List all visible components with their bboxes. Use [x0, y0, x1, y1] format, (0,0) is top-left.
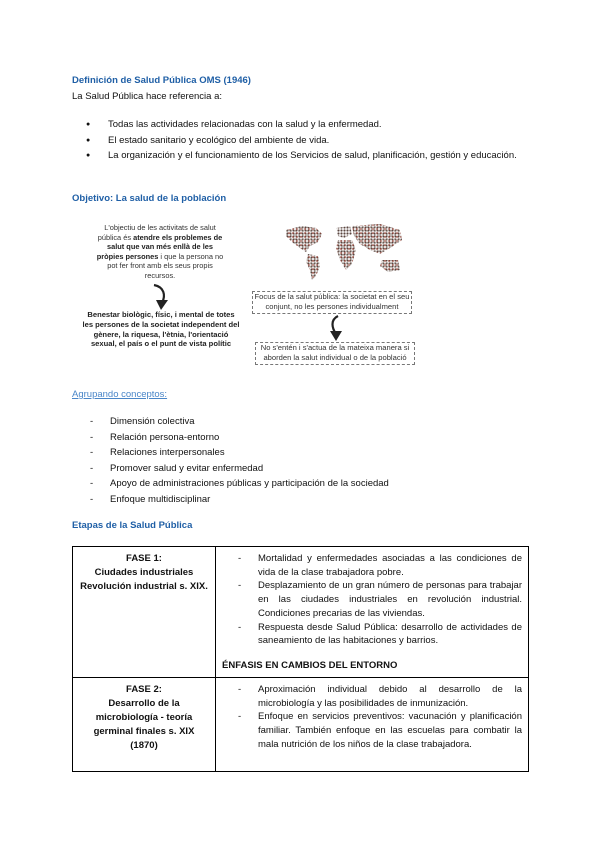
list-item: - Respuesta desde Salud Pública: desarrollo de actividades de saneamiento de las habitaciones y barrios.: [222, 621, 522, 648]
phase-description-cell: [216, 677, 529, 771]
list-item: ● El estado sanitario y ecológico del ambiente de vida.: [86, 133, 536, 149]
concepts-list: [90, 414, 389, 508]
phase-emphasis: ÉNFASIS EN CAMBIOS DEL ENTORNO: [222, 659, 398, 671]
list-item: - Mortalidad y enfermedades asociadas a las condiciones de vida de la clase trabajadora pobre.: [222, 552, 522, 579]
list-item: - Dimensión colectiva: [90, 414, 389, 430]
down-arrow-icon: [150, 283, 174, 311]
phase-description-cell: [216, 547, 529, 678]
stages-table: [72, 546, 529, 772]
table-row: [73, 547, 529, 678]
stages-heading: Etapas de la Salud Pública: [72, 520, 193, 531]
definition-bullet-list: [86, 117, 536, 164]
phase-title-cell: FASE 2: Desarrollo de la microbiología - teoría germinal finales s. XIX (1870): [73, 677, 216, 771]
list-item: ● La organización y el funcionamiento de los Servicios de salud, planificación, gestión y educación.: [86, 148, 536, 164]
list-item: - Relación persona-entorno: [90, 430, 389, 446]
phase-title-cell: FASE 1: Ciudades industriales Revolución industrial s. XIX.: [73, 547, 216, 678]
list-item: - Promover salud y evitar enfermedad: [90, 461, 389, 477]
definition-heading: Definición de Salud Pública OMS (1946): [72, 75, 251, 86]
approach-box: No s'entén i s'actua de la mateixa manera si aborden la salut individual o de la població: [255, 342, 415, 365]
focus-box: Focus de la salut pública: la societat en el seu conjunt, no les persones individualment: [252, 291, 412, 314]
objective-heading: Objetivo: La salud de la población: [72, 193, 227, 204]
world-map-image: [280, 220, 410, 284]
list-item: - Relaciones interpersonales: [90, 445, 389, 461]
grouping-heading: Agrupando conceptos:: [72, 389, 168, 400]
definition-intro: La Salud Pública hace referencia a:: [72, 91, 222, 102]
list-item: - Enfoque en servicios preventivos: vacunación y planificación familiar. También enfoque en las escuelas para combatir la mala nutrición de los niños de la clase trabajadora.: [222, 710, 522, 751]
list-item: ● Todas las actividades relacionadas con la salud y la enfermedad.: [86, 117, 536, 133]
figure-left-top-text: L'objectiu de les activitats de salut pública és atendre els problemes de salut que van més enllà de les pròpies persones i que la persona no pot fer front amb els seus propis recursos.: [96, 223, 224, 280]
list-item: - Aproximación individual debido al desarrollo de la microbiología y las posibilidades de inmunización.: [222, 683, 522, 710]
list-item: - Enfoque multidisciplinar: [90, 492, 389, 508]
list-item: - Desplazamiento de un gran número de personas para trabajar en las ciudades industriales en revolución industrial. Condiciones precarias de las viviendas.: [222, 579, 522, 620]
table-row: [73, 677, 529, 771]
down-arrow-icon: [326, 314, 348, 342]
list-item: - Apoyo de administraciones públicas y participación de la sociedad: [90, 476, 389, 492]
figure-left-bottom-text: Benestar biològic, físic, i mental de totes les persones de la societat independent del gènere, la riquesa, l'ètnia, l'orientació sexual, el país o el punt de vista polític: [82, 310, 240, 349]
